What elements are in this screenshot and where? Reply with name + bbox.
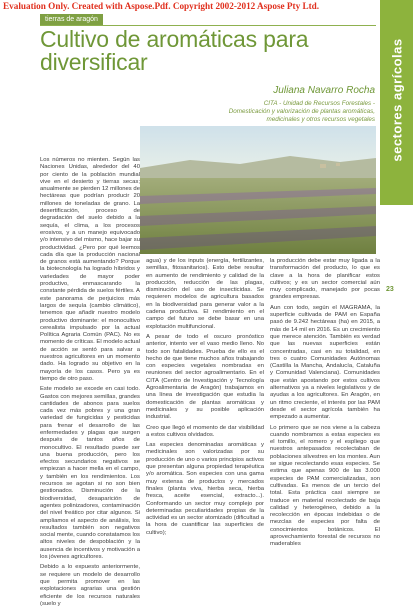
affiliation-line-1: CITA - Unidad de Recursos Forestales - [263,100,375,107]
author-affiliation [125,100,375,124]
paragraph: Este modelo se excede en casi todo. Gastos con mejores semillas, grandes cantidades de abonos para suelos cada vez más pobres y una gran variedad de fungicidas y pesticidas para frenar el desarrollo de las enfermedades y plagas que surgen después de tantos años de monocultivo. El resultado puede ser una buena producción, pero los efectos secundarios negativos se empiezan a hacer mella en el campo, y también en los rendimientos. Los recursos se agotan si no son bien gestionados. Disminución de la biodiversidad, desaparición de agentes polinizadores, contaminación del nivel freático por citar algunos. Si ampliamos el aspecto de análisis, los resultados también son negativos social mente, cuando constatamos los altos niveles de despoblación y la ausencia de incentivos y motivación a los jóvenes agricultores. [40,386,140,561]
paragraph: Las especies denominadas aromáticas y medicinales son valorizadas por su producción de uno o varios principios activos que presentan alguna propiedad terapéutica y/o aromática. Son especies con una gama muy extensa de productos y mercados finales (planta viva, hierba seca, hierba fresca, aceite esencial, extracto...). Conformando un sector muy complejo por determinadas peculiaridades propias de la actividad es un sector atomizado (dificultad a la hora de cuantificar las superficies de cultivo); [146,442,264,536]
section-tag: tierras de aragón [40,14,103,25]
paragraph: A pesar de todo el oscuro pronóstico anterior, intento ver el vaso medio lleno. No todo son fatalidades. Prueba de ello es el hecho de que tiene muchos años trabajando con especies vegetales nombradas en reuniones del sector agroalimentario. En el CITA (Centro de Investigación y Tecnología Agroalimentaria de Aragón) trabajamos en una línea de investigación que estudia la domesticación de plantas aromáticas y medicinales y su posible aplicación industrial. [146,333,264,421]
paragraph: Debido a lo expuesto anteriormente, se requiere un modelo de desarrollo que permita promover en las explotaciones agrarias una gestión eficiente de los recursos naturales (suelo y [40,564,140,607]
paragraph: agua) y de los inputs (energía, fertilizantes, semillas, fitosanitarios). Esto debe resultar en aumento de rendimiento y calidad de la producción, reducción de las plagas, disminución del uso de insecticidas. Se requieren modelos de agricultura basados en la biodiversidad para generar valor a la cadena productiva. El rendimiento en el campo del futuro se debe basar en una explotación multifuncional. [146,258,264,330]
affiliation-line-3: medicinales y otros recursos vegetales [266,116,375,123]
paragraph: Creo que llegó el momento de dar visibilidad a estos cultivos olvidados. [146,424,264,438]
paragraph: la producción debe estar muy ligada a la transformación del producto, lo que es clave a la hora de planificar estos cultivos; y es un sector comercial aún muy complicado, manejado por pocas grandes empresas. [270,258,380,301]
column-3 [270,258,380,552]
column-1 [40,157,140,611]
page-number: 23 [386,286,394,293]
title-line-1: Cultivo de aromáticas para [40,26,309,52]
title-line-2: diversificar [40,49,148,75]
author-name: Juliana Navarro Rocha [273,85,375,96]
article-title [40,28,308,74]
paragraph: Lo primero que se nos viene a la cabeza cuando nombramos a estas especies es el tomillo, el romero y el espliego que nuestros antepasados recolectaban de poblaciones silvestres en los montes. Aun se sigue recolectando esas especies. Se estima que apenas 900 de las 3.000 especies de PAM comercializadas, son cultivadas. Es menos de un tercio del total. Esta práctica casi siempre se traduce en material recolectado de baja calidad y heterogéneo, debido a la recolección en épocas indebidas o de mezclas de especies por falta de conocimientos botánicos. El aprovechamiento forestal de recursos no maderables [270,424,380,548]
paragraph: Aun con todo, según el MAGRAMA, la superficie cultivada de PAM en España pasó de 9.242 hectáreas (ha) en 2015, a más de 14 mil en 2016. Es un crecimiento que merece atención. También es verdad que las nuevas superficies están concentradas, casi en su totalidad, en tres o cuatro Comunidades Autónomas (Castilla la Mancha, Andalucía, Cataluña y Comunidad Valenciana). Comunidades que están apostando por estos cultivos alternativos ya a niveles legislativos y de ayudas a los agricultores. En Aragón, en un ritmo creciente, el interés por las PAM desde el sector agrícola también ha empezado a aumentar. [270,304,380,421]
column-2 [146,258,264,540]
paragraph: Los números no mienten. Según las Naciones Unidas, alrededor del 40 por ciento de la población mundial vive en el desierto y tierras secas; anualmente se pierden 12 millones de hectáreas que podrían producir 20 millones de toneladas de grano. La desertificación, proceso de degradación del suelo debido a la sequía, el clima, a los procesos erosivos, y a un manejo equivocado y/o intensivo del mismo, hace bajar su productividad. ¿Pero por qué leemos cada día que la producción nacional de granos está aumentando? Porque la biotecnología ha logrado híbridos y variedades de mayor poder productivo, enmascarando la constante pérdida de suelos fértiles. A este panorama de perjuicios más largos de sequía (cambio climático), tenemos que añadir nuestro modelo productivo dominante: el monocultivo cerealista impulsado por la actual Política Agraria Común (PAC). No es momento de críticas. El modelo actual de acción se sentó para salvar a nuestros agricultores en un momento dado. Ha logrado su objetivo en la mayoría de los casos. Pero ya es tiempo de otro paso. [40,157,140,382]
evaluation-watermark: Evaluation Only. Created with Aspose.Pdf. Copyright 2002-2012 Aspose Pty Ltd. [3,1,320,11]
side-label-text: sectores agrícolas [389,38,404,162]
affiliation-line-2: Domesticación y valorización de plantas aromáticas, [228,108,375,115]
